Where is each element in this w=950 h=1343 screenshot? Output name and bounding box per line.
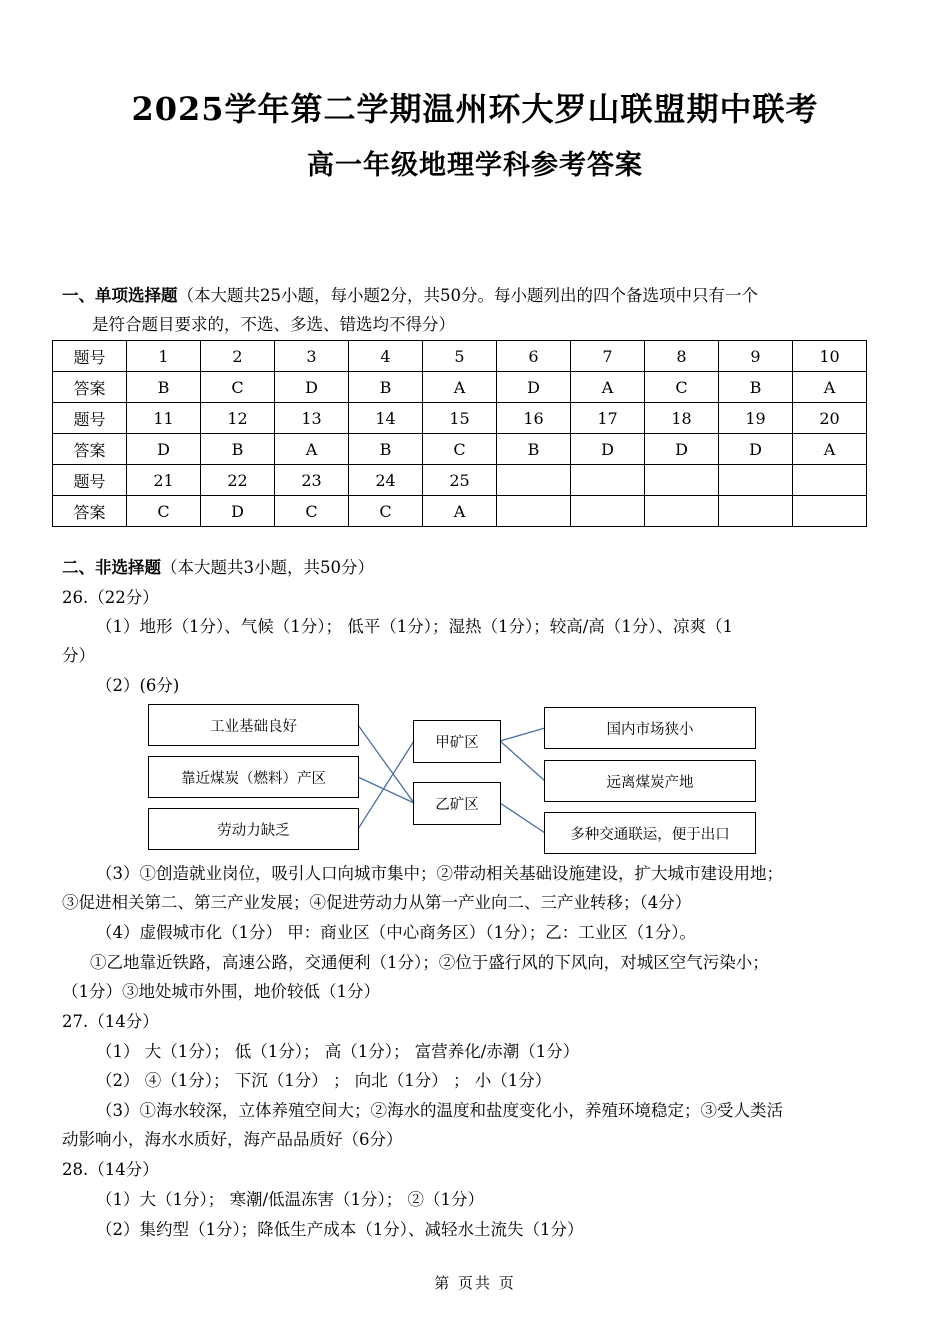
table-cell: C xyxy=(201,372,275,403)
table-cell: C xyxy=(645,372,719,403)
table-cell: 23 xyxy=(275,465,349,496)
table-cell: B xyxy=(201,434,275,465)
table-cell: 17 xyxy=(571,403,645,434)
table-cell: C xyxy=(349,496,423,527)
connector-line xyxy=(358,777,414,803)
table-cell: 9 xyxy=(719,341,793,372)
connector-line xyxy=(500,728,545,741)
table-cell: C xyxy=(275,496,349,527)
q26-part3-line2: ③促进相关第二、第三产业发展；④促进劳动力从第一产业向二、三产业转移；（4分） xyxy=(62,893,692,912)
feature-box-1: 国内市场狭小 xyxy=(544,707,756,749)
section2-desc: （本大题共3小题，共50分） xyxy=(161,558,374,577)
table-cell: C xyxy=(127,496,201,527)
mine-box-jia: 甲矿区 xyxy=(413,720,501,763)
table-cell: 11 xyxy=(127,403,201,434)
table-cell: D xyxy=(645,434,719,465)
table-cell: A xyxy=(423,372,497,403)
q26-part4-line2: ①乙地靠近铁路，高速公路，交通便利（1分）；②位于盛行风的下风向，对城区空气污染小； xyxy=(90,953,769,972)
page-footer: 第 页共 页 xyxy=(434,1274,516,1292)
section1-heading: 一、单项选择题 xyxy=(62,286,178,305)
table-cell: 8 xyxy=(645,341,719,372)
table-cell: B xyxy=(127,372,201,403)
q26-part1-line2: 分） xyxy=(62,646,95,665)
table-cell: 6 xyxy=(497,341,571,372)
table-cell: 7 xyxy=(571,341,645,372)
table-cell: D xyxy=(497,372,571,403)
q26-header: 26.（22分） xyxy=(62,588,159,607)
feature-box-2: 远离煤炭产地 xyxy=(544,760,756,802)
page-title: 2025学年第二学期温州环大罗山联盟期中联考 xyxy=(131,90,819,128)
table-cell: 3 xyxy=(275,341,349,372)
connector-line xyxy=(500,803,545,833)
section1-desc-line1: （本大题共25小题，每小题2分，共50分。每小题列出的四个备选项中只有一个 xyxy=(177,286,758,305)
row-label-cell: 答案 xyxy=(53,496,127,527)
table-cell: C xyxy=(423,434,497,465)
table-cell: 12 xyxy=(201,403,275,434)
table-cell: A xyxy=(275,434,349,465)
table-cell: 15 xyxy=(423,403,497,434)
table-cell: 24 xyxy=(349,465,423,496)
table-cell: B xyxy=(349,434,423,465)
q26-part4-line1: （4）虚假城市化（1分） 甲：商业区（中心商务区）（1分）；乙：工业区（1分）。 xyxy=(96,923,696,942)
table-cell: D xyxy=(127,434,201,465)
table-cell: 10 xyxy=(793,341,867,372)
q27-part3-line1: （3）①海水较深，立体养殖空间大；②海水的温度和盐度变化小，养殖环境稳定；③受人类活 xyxy=(96,1101,783,1120)
table-cell: 22 xyxy=(201,465,275,496)
connector-line xyxy=(358,725,414,803)
table-cell: B xyxy=(349,372,423,403)
factor-box-1: 工业基础良好 xyxy=(148,704,359,746)
connector-line xyxy=(358,741,414,829)
table-cell: 5 xyxy=(423,341,497,372)
row-label-cell: 题号 xyxy=(53,403,127,434)
table-cell: A xyxy=(793,372,867,403)
table-cell: 25 xyxy=(423,465,497,496)
q26-part3-line1: （3）①创造就业岗位，吸引人口向城市集中；②带动相关基础设施建设，扩大城市建设用地； xyxy=(96,864,783,883)
table-cell: 19 xyxy=(719,403,793,434)
table-cell: 16 xyxy=(497,403,571,434)
q26-part2: （2）(6分) xyxy=(96,676,180,695)
q27-part2: （2） ④（1分）； 下沉（1分） ； 向北（1分） ； 小（1分） xyxy=(96,1071,552,1090)
section2-heading: 二、非选择题 xyxy=(62,558,161,577)
feature-box-3: 多种交通联运，便于出口 xyxy=(544,812,756,854)
table-cell: 13 xyxy=(275,403,349,434)
mine-box-yi: 乙矿区 xyxy=(413,782,501,825)
table-cell: B xyxy=(497,434,571,465)
table-cell: 21 xyxy=(127,465,201,496)
table-cell: B xyxy=(719,372,793,403)
table-cell: 2 xyxy=(201,341,275,372)
table-cell: A xyxy=(571,372,645,403)
q28-header: 28.（14分） xyxy=(62,1160,159,1179)
q27-header: 27.（14分） xyxy=(62,1012,159,1031)
row-label-cell: 答案 xyxy=(53,372,127,403)
table-cell: 20 xyxy=(793,403,867,434)
table-cell: 14 xyxy=(349,403,423,434)
table-cell: 18 xyxy=(645,403,719,434)
table-cell: A xyxy=(793,434,867,465)
connector-line xyxy=(500,741,545,781)
table-cell: D xyxy=(275,372,349,403)
q28-part2: （2）集约型（1分）；降低生产成本（1分）、减轻水土流失（1分） xyxy=(96,1220,584,1239)
q27-part1: （1） 大（1分）； 低（1分）； 高（1分）； 富营养化/赤潮（1分） xyxy=(96,1042,580,1061)
table-cell: D xyxy=(571,434,645,465)
page-subtitle: 高一年级地理学科参考答案 xyxy=(307,150,643,181)
q27-part3-line2: 动影响小，海水水质好，海产品品质好（6分） xyxy=(62,1130,403,1149)
row-label-cell: 题号 xyxy=(53,341,127,372)
table-cell: 4 xyxy=(349,341,423,372)
factor-box-3: 劳动力缺乏 xyxy=(148,808,359,850)
row-label-cell: 答案 xyxy=(53,434,127,465)
row-label-cell: 题号 xyxy=(53,465,127,496)
q26-part4-line3: （1分）③地处城市外围，地价较低（1分） xyxy=(62,982,380,1001)
table-cell: 1 xyxy=(127,341,201,372)
section1-desc-line2: 是符合题目要求的，不选、多选、错选均不得分） xyxy=(92,315,455,334)
table-cell: D xyxy=(719,434,793,465)
factor-box-2: 靠近煤炭（燃料）产区 xyxy=(148,756,359,798)
table-cell: D xyxy=(201,496,275,527)
table-cell: A xyxy=(423,496,497,527)
q26-part1-line1: （1）地形（1分）、气候（1分）； 低平（1分）；湿热（1分）；较高/高（1分）、凉爽（1 xyxy=(96,617,734,636)
q28-part1: （1）大（1分）； 寒潮/低温冻害（1分）； ②（1分） xyxy=(96,1190,485,1209)
